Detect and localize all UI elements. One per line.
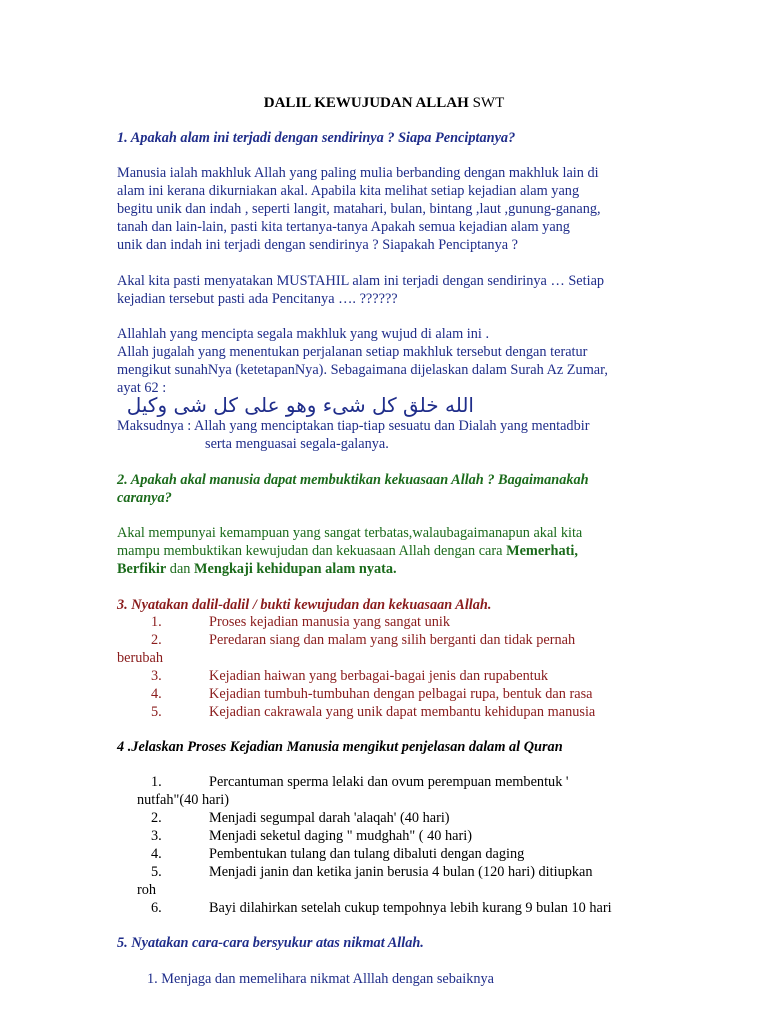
document-title: [0, 94, 768, 112]
list-number: 6.: [151, 900, 162, 916]
text-run: mampu membuktikan kewujudan dan kekuasaan Allah dengan cara: [117, 543, 507, 559]
text-line: Akal kita pasti menyatakan MUSTAHIL alam ini terjadi dengan sendirinya … Setiap: [117, 273, 605, 289]
list-number: 2.: [151, 632, 162, 648]
section-1-paragraph-3: [117, 325, 657, 397]
list-number: 2.: [151, 810, 162, 826]
section-4-question: 4 .Jelaskan Proses Kejadian Manusia mengikut penjelasan dalam al Quran: [117, 739, 563, 755]
text-line: mengikut sunahNya (ketetapanNya). Sebagaimana dijelaskan dalam Surah Az Zumar,: [117, 362, 608, 378]
list-item: Bayi dilahirkan setelah cukup tempohnya lebih kurang 9 bulan 10 hari: [209, 900, 612, 916]
bold-keyword: Memerhati,: [506, 543, 578, 559]
text-line: serta menguasai segala-galanya.: [205, 436, 389, 452]
list-item: Percantuman sperma lelaki dan ovum perempuan membentuk ': [209, 774, 569, 790]
text-line: begitu unik dan indah , seperti langit, matahari, bulan, bintang ,laut ,gunung-ganang,: [117, 201, 601, 217]
list-item: Menjadi seketul daging " mudghah" ( 40 hari): [209, 828, 472, 844]
text-line: tanah dan lain-lain, pasti kita tertanya-tanya Apakah semua kejadian alam yang: [117, 219, 570, 235]
section-3-question: 3. Nyatakan dalil-dalil / bukti kewujudan dan kekuasaan Allah.: [117, 597, 492, 613]
list-number: 3.: [151, 828, 162, 844]
section-5-item-1: 1. Menjaga dan memelihara nikmat Alllah dengan sebaiknya: [147, 971, 494, 987]
section-1-paragraph-1: [117, 164, 657, 254]
section-5-question: 5. Nyatakan cara-cara bersyukur atas nikmat Allah.: [117, 935, 424, 951]
verse-meaning: [117, 417, 657, 453]
list-item-continuation: nutfah"(40 hari): [137, 792, 229, 808]
list-item: Menjadi segumpal darah 'alaqah' (40 hari): [209, 810, 450, 826]
text-line: Allah jugalah yang menentukan perjalanan setiap makhluk tersebut dengan teratur: [117, 344, 588, 360]
title-bold: DALIL KEWUJUDAN ALLAH: [263, 95, 469, 111]
text-line: ayat 62 :: [117, 380, 167, 396]
list-item: Kejadian tumbuh-tumbuhan dengan pelbagai rupa, bentuk dan rasa: [209, 686, 593, 702]
list-number: 3.: [151, 668, 162, 684]
question-line: 2. Apakah akal manusia dapat membuktikan kekuasaan Allah ? Bagaimanakah: [117, 472, 589, 488]
text-line: kejadian tersebut pasti ada Pencitanya …. ??????: [117, 291, 398, 307]
list-item: Kejadian cakrawala yang unik dapat membantu kehidupan manusia: [209, 704, 596, 720]
question-line: caranya?: [117, 490, 172, 506]
list-item-continuation: berubah: [117, 650, 164, 666]
list-number: 5.: [151, 704, 162, 720]
list-item: Kejadian haiwan yang berbagai-bagai jenis dan rupabentuk: [209, 668, 549, 684]
text-line: Manusia ialah makhluk Allah yang paling mulia berbanding dengan makhluk lain di: [117, 165, 599, 181]
title-rest: SWT: [472, 95, 505, 111]
list-number: 4.: [151, 686, 162, 702]
text-line: unik dan indah ini terjadi dengan sendirinya ? Siapakah Penciptanya ?: [117, 237, 518, 253]
text-line: [117, 560, 657, 578]
list-number: 4.: [151, 846, 162, 862]
arabic-verse: الله خلق كل شىء وهو على كل شى وكيل: [126, 393, 474, 417]
list-item: Pembentukan tulang dan tulang dibaluti dengan daging: [209, 846, 525, 862]
bold-keyword: Berfikir: [117, 561, 167, 577]
section-2-answer: [117, 524, 657, 578]
text-line: Allahlah yang mencipta segala makhluk yang wujud di alam ini .: [117, 326, 490, 342]
text-line: Maksudnya : Allah yang menciptakan tiap-tiap sesuatu dan Dialah yang mentadbir: [117, 418, 590, 434]
list-number: 5.: [151, 864, 162, 880]
list-item: Proses kejadian manusia yang sangat unik: [209, 614, 451, 630]
list-item: Menjadi janin dan ketika janin berusia 4 bulan (120 hari) ditiupkan: [209, 864, 593, 880]
list-item: Peredaran siang dan malam yang silih berganti dan tidak pernah: [209, 632, 576, 648]
list-number: 1.: [151, 614, 162, 630]
list-number: 1.: [151, 774, 162, 790]
text-run: dan: [166, 561, 195, 577]
section-2-question: [117, 471, 657, 507]
text-line: Akal mempunyai kemampuan yang sangat terbatas,walaubagaimanapun akal kita: [117, 525, 583, 541]
bold-keyword: Mengkaji kehidupan alam nyata.: [194, 561, 397, 577]
list-item-continuation: roh: [137, 882, 157, 898]
text-line: [117, 542, 657, 560]
section-1-question: 1. Apakah alam ini terjadi dengan sendirinya ? Siapa Penciptanya?: [117, 130, 516, 146]
section-1-paragraph-2: [117, 272, 657, 308]
text-line: alam ini kerana dikurniakan akal. Apabila kita melihat setiap kejadian alam yang: [117, 183, 580, 199]
